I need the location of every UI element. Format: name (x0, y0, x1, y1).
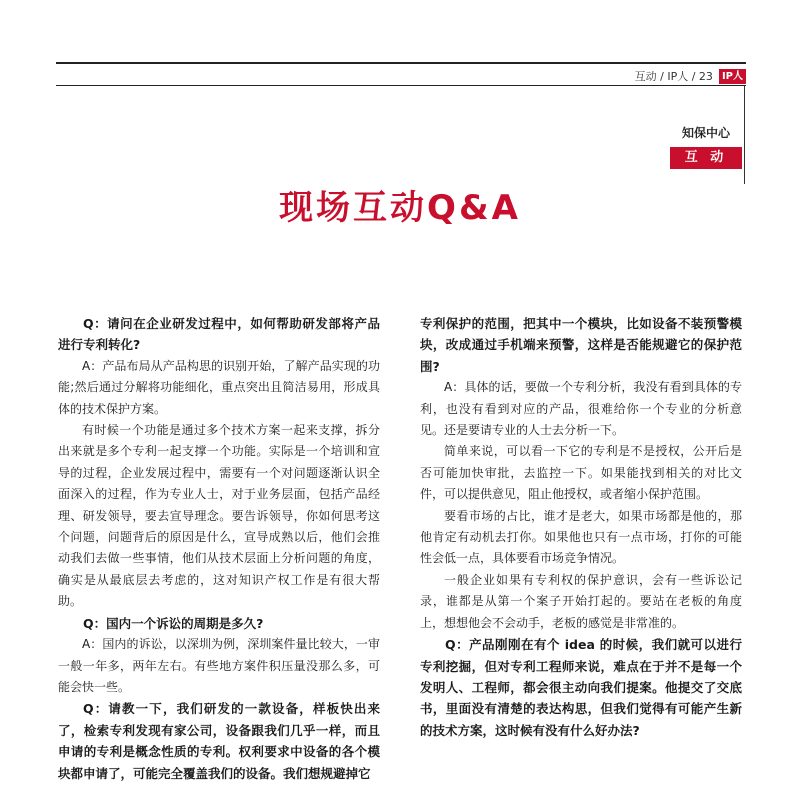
question-paragraph: Q：请教一下，我们研发的一款设备，样板快出来了，检索专利发现有家公司，设备跟我们几乎一样，而且申请的专利是概念性质的专利。权利要求中设备的各个模块都申请了，可能完全覆盖我们的设备。我们想规避掉它 (58, 701, 380, 781)
running-header-text: 互动 / IP人 / 23 (634, 70, 713, 83)
left-column (58, 313, 380, 784)
section-box (670, 124, 742, 169)
answer-paragraph: 简单来说，可以看一下它的专利是不是授权，公开后是否可能加快审批，去监控一下。如果能找到相关的对比文件，可以提供意见，阻止他授权，或者缩小保护范围。 (420, 444, 742, 502)
answer-paragraph: A：国内的诉讼，以深圳为例，深圳案件量比较大，一审一般一年多，两年左右。有些地方案件积压量没那么多，可能会快一些。 (58, 637, 380, 694)
answer-paragraph: A：具体的话，要做一个专利分析，我没有看到具体的专利，也没有看到对应的产品，很难给你一个专业的分析意见。还是要请专业的人士去分析一下。 (420, 380, 742, 438)
question-paragraph: Q：产品刚刚在有个 idea 的时候，我们就可以进行专利挖掘，但对专利工程师来说，难点在于并不是每一个发明人、工程师，都会很主动向我们提案。他提交了交底书，里面没有清楚的表达构思，但我们觉得有可能产生新的技术方案，这时候有没有什么好办法? (420, 637, 742, 738)
section-title: 知保中心 (681, 126, 730, 140)
header-rule (56, 85, 746, 86)
sidebar-rule (744, 86, 745, 184)
question-paragraph: Q：请问在企业研发过程中，如何帮助研发部将产品进行专利转化? (58, 316, 380, 353)
top-rule (56, 62, 746, 64)
question-continuation: 专利保护的范围，把其中一个模块，比如设备不装预警模块，改成通过手机端来预警，这样是否能规避它的保护范围? (420, 316, 742, 374)
answer-paragraph: 要看市场的占比，谁才是老大，如果市场都是他的，那他肯定有动机去打你。如果他也只有一点市场，打你的可能性会低一点，具体要看市场竞争情况。 (420, 508, 742, 566)
running-header (56, 68, 746, 84)
right-column (420, 313, 742, 741)
answer-paragraph: 有时候一个功能是通过多个技术方案一起来支撑，拆分出来就是多个专利一起支撑一个功能。实际是一个培训和宣导的过程，企业发展过程中，需要有一个对问题逐渐认识全面深入的过程，作为专业人士，对于业务层面，包括产品经理、研发领导，要去宣导理念。要告诉领导，你如何思考这个问题，问题背后的原因是什么，宣导成熟以后，他们会推动我们去做一些事情，他们从技术层面上分析问题的角度，确实是从最底层去考虑的，这对知识产权工作是有很大帮助。 (58, 423, 380, 609)
section-label: 互 动 (670, 147, 742, 169)
magazine-tag: IP人 (719, 69, 746, 84)
answer-paragraph: 一般企业如果有专利权的保护意识，会有一些诉讼记录，谁都是从第一个案子开始打起的。要站在老板的角度上，想想他会不会动手，老板的感觉是非常准的。 (420, 572, 742, 630)
page-title: 现场互动Q&A (279, 188, 521, 228)
question-paragraph: Q：国内一个诉讼的周期是多久? (83, 615, 264, 631)
answer-paragraph: A：产品布局从产品构思的识别开始，了解产品实现的功能;然后通过分解将功能细化，重点突出且简洁易用，形成具体的技术保护方案。 (58, 358, 380, 416)
